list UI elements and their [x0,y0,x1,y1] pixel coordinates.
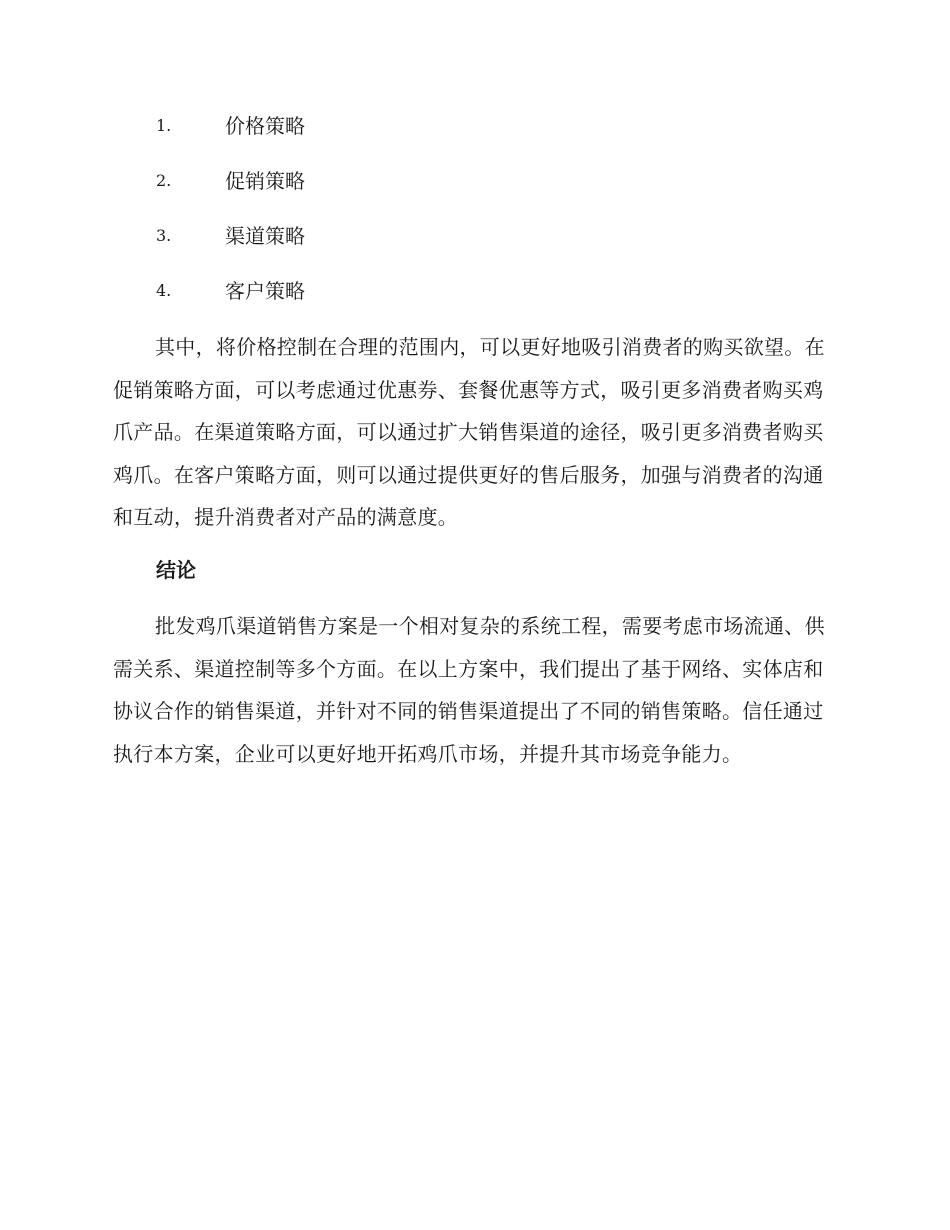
strategy-paragraph: 其中，将价格控制在合理的范围内，可以更好地吸引消费者的购买欲望。在促销策略方面，可以考虑通过优惠券、套餐优惠等方式，吸引更多消费者购买鸡爪产品。在渠道策略方面，可以通过扩大销售渠道的途径，吸引更多消费者购买鸡爪。在客户策略方面，则可以通过提供更好的售后服务，加强与消费者的沟通和互动，提升消费者对产品的满意度。 [113,335,825,529]
list-item [0,106,950,161]
list-item-text: 渠道策略 [225,224,305,248]
list-item-text: 价格策略 [225,114,305,138]
list-item [0,271,950,326]
list-item-number: 2. [156,171,172,190]
list-item-number: 3. [156,226,172,245]
list-item-number: 1. [156,116,172,135]
conclusion-paragraph: 批发鸡爪渠道销售方案是一个相对复杂的系统工程，需要考虑市场流通、供需关系、渠道控制等多个方面。在以上方案中，我们提出了基于网络、实体店和协议合作的销售渠道，并针对不同的销售渠道提出了不同的销售策略。信任通过执行本方案，企业可以更好地开拓鸡爪市场，并提升其市场竞争能力。 [113,614,825,766]
list-item-number: 4. [156,281,172,300]
conclusion-heading: 结论 [156,558,196,582]
list-item [0,161,950,216]
strategy-list [0,106,950,326]
list-item [0,216,950,271]
list-item-text: 促销策略 [225,169,305,193]
list-item-text: 客户策略 [225,279,305,303]
